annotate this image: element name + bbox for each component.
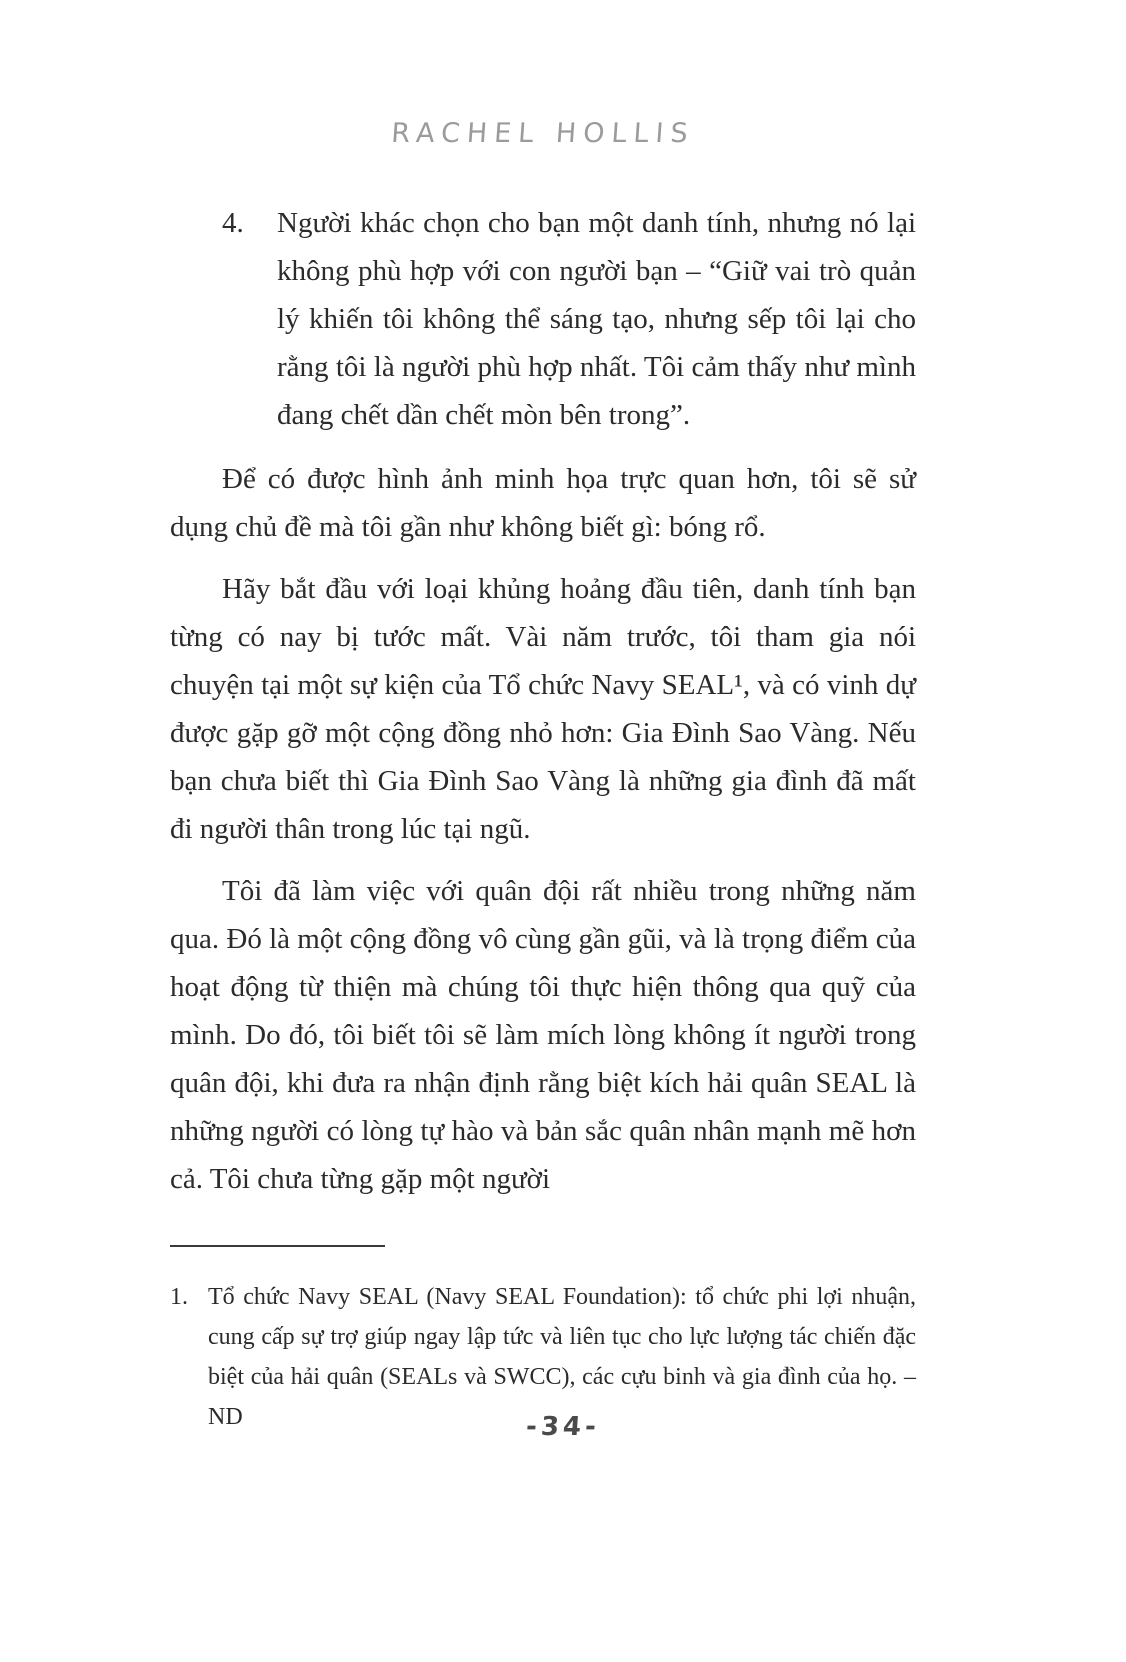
paragraph: Hãy bắt đầu với loại khủng hoảng đầu tiên, danh tính bạn từng có nay bị tước mất. Vài năm trước, tôi tham gia nói chuyện tại một sự kiện của Tổ chức Navy SEAL¹, và có vinh dự được gặp gỡ một cộng đồng nhỏ hơn: Gia Đình Sao Vàng. Nếu bạn chưa biết thì Gia Đình Sao Vàng là những gia đình đã mất đi người thân trong lúc tại ngũ. [170,573,916,845]
list-item-text: Người khác chọn cho bạn một danh tính, nhưng nó lại không phù hợp với con người bạn – “Giữ vai trò quản lý khiến tôi không thể sáng tạo, nhưng sếp tôi lại cho rằng tôi là người phù hợp nhất. Tôi cảm thấy như mình đang chết dần chết mòn bên trong”. [277,207,916,431]
footnote-divider [170,1245,385,1247]
footnote-number: 1. [170,1284,188,1310]
paragraph: Tôi đã làm việc với quân đội rất nhiều trong những năm qua. Đó là một cộng đồng vô cùng gần gũi, và là trọng điểm của hoạt động từ thiện mà chúng tôi thực hiện thông qua quỹ của mình. Do đó, tôi biết tôi sẽ làm mích lòng không ít người trong quân đội, khi đưa ra nhận định rằng biệt kích hải quân SEAL là những người có lòng tự hào và bản sắc quân nhân mạnh mẽ hơn cả. Tôi chưa từng gặp một người [170,875,916,1195]
list-item-number: 4. [222,207,244,239]
paragraph: Để có được hình ảnh minh họa trực quan hơn, tôi sẽ sử dụng chủ đề mà tôi gần như không biết gì: bóng rổ. [170,463,916,543]
running-head: RACHEL HOLLIS [390,118,696,149]
list-item-4 [170,199,916,439]
footnote-text: Tổ chức Navy SEAL (Navy SEAL Foundation): tổ chức phi lợi nhuận, cung cấp sự trợ giúp ngay lập tức và liên tục cho lực lượng tác chiến đặc biệt của hải quân (SEALs và SWCC), các cựu binh và gia đình của họ. – ND [208,1284,916,1430]
page-number: -34- [525,1412,601,1442]
